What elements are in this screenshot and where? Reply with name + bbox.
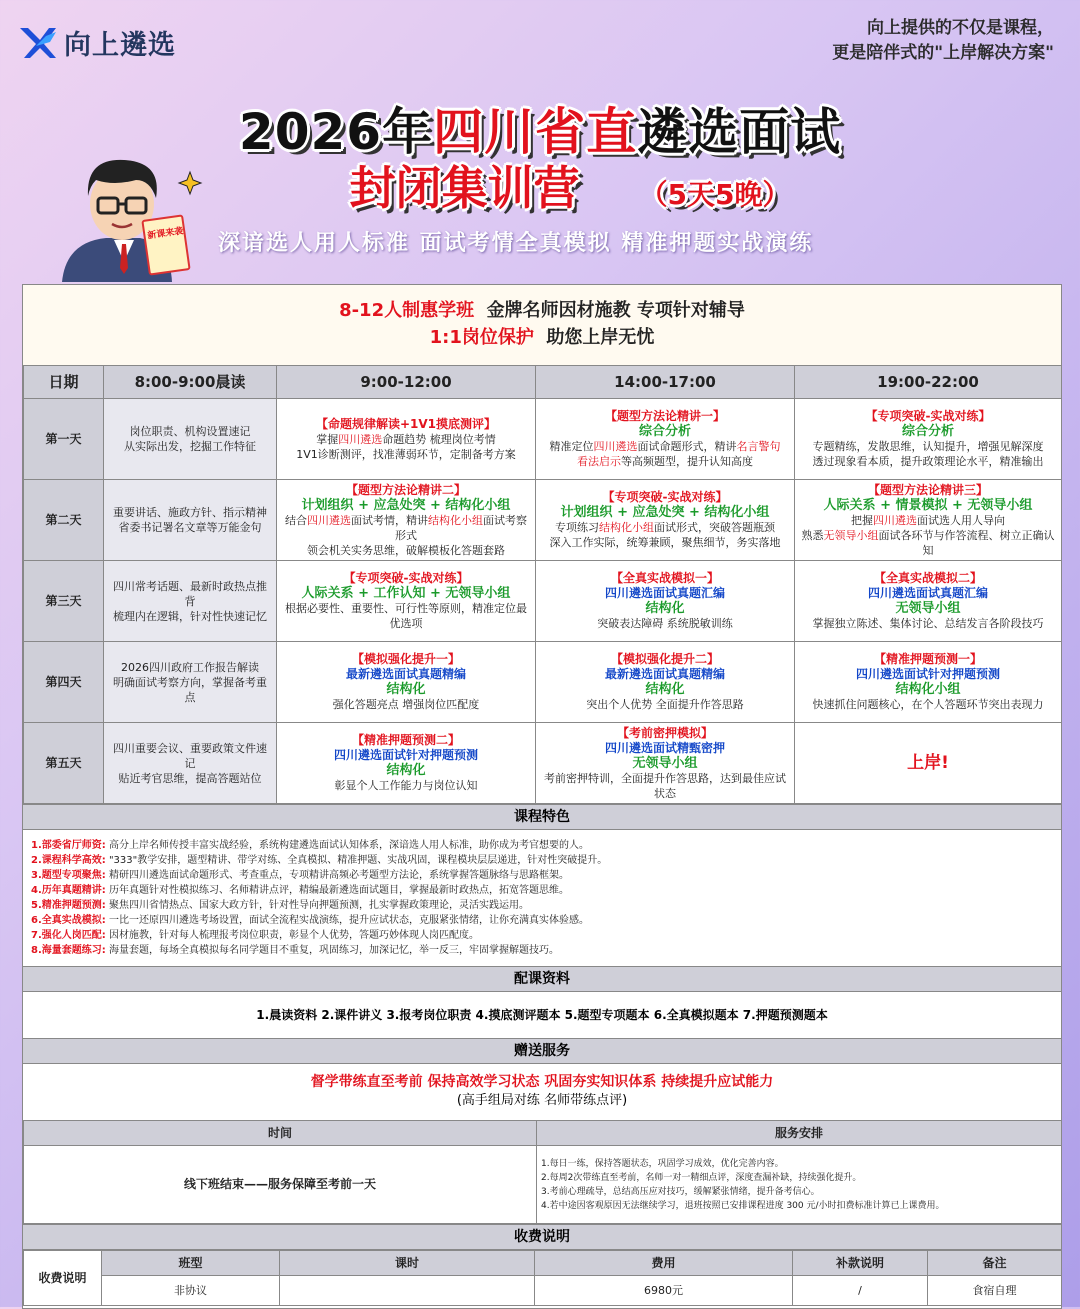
morning-reading bbox=[104, 561, 277, 642]
gifts-line2: (高手组局对练 名师带练点评) bbox=[456, 1093, 628, 1108]
header-am: 9:00-12:00 bbox=[277, 366, 536, 399]
fees-col-refund: 补款说明 bbox=[793, 1251, 928, 1276]
feature-label: 3.题型专项聚焦: bbox=[31, 870, 106, 881]
fees-col-hours: 课时 bbox=[280, 1251, 535, 1276]
course-sheet bbox=[22, 284, 1062, 1309]
fees-col-type: 班型 bbox=[102, 1251, 280, 1276]
feature-label: 1.部委省厅师资: bbox=[31, 840, 106, 851]
session-desc: 精准定位四川遴选面试命题形式，精讲名言警句 bbox=[549, 440, 781, 453]
session-desc: 看法启示等高频题型，提升认知高度 bbox=[577, 455, 753, 468]
session-topic: 结构化 bbox=[386, 682, 426, 697]
morning-line: 贴近考官思维，提高答题站位 bbox=[118, 771, 262, 785]
banner-red-1: 8-12人制惠学班 bbox=[339, 300, 475, 321]
service-plan-4: 4.若中途因客观原因无法继续学习，退班按照已安排课程进度 300 元/小时扣费标准计算已上课费用。 bbox=[541, 1200, 945, 1211]
session-topic: 计划组织 + 应急处突 + 结构化小组 bbox=[301, 497, 511, 513]
session-pm bbox=[536, 561, 795, 642]
morning-line: 省委书记署名文章等万能金句 bbox=[118, 521, 262, 534]
promo-banner bbox=[23, 285, 1061, 365]
session-desc: 快速抓住问题核心，在个人答题环节突出表现力 bbox=[812, 698, 1044, 711]
session-am bbox=[277, 642, 536, 723]
feature-label: 5.精准押题预测: bbox=[31, 900, 106, 911]
session-title: 【命题规律解读+1V1摸底测评】 bbox=[315, 416, 497, 431]
session-title: 【专项突破-实战对练】 bbox=[602, 490, 728, 504]
session-title: 【考前密押模拟】 bbox=[616, 725, 713, 740]
slogan-line1: 向上提供的不仅是课程， bbox=[867, 18, 1054, 38]
title-red: 四川省直 bbox=[433, 103, 638, 161]
feature-label: 4.历年真题精讲: bbox=[31, 885, 106, 896]
session-topic: 结构化 bbox=[386, 763, 426, 778]
session-am bbox=[277, 561, 536, 642]
session-am bbox=[277, 399, 536, 480]
service-plan-3: 3.考前心理疏导，总结高压应对技巧，缓解紧张情绪，提升备考信心。 bbox=[541, 1186, 820, 1197]
morning-line: 四川常考话题、最新时政热点推背 bbox=[113, 579, 267, 608]
session-title: 【模拟强化提升二】 bbox=[610, 652, 719, 666]
gifts-line1: 督学带练直至考前 保持高效学习状态 巩固夯实知识体系 持续提升应试能力 bbox=[310, 1074, 774, 1090]
session-title: 【题型方法论精讲一】 bbox=[604, 409, 725, 423]
day-label: 第五天 bbox=[24, 723, 104, 804]
slogan bbox=[832, 16, 1054, 66]
session-source: 四川遴选面试真题汇编 bbox=[604, 586, 725, 600]
feature-item: 2.课程科学高效: "333"教学安排，题型精讲、带学对练、全真模拟、精准押题、实战巩固，课程模块层层递进，针对性突破提升。 bbox=[31, 855, 608, 866]
session-title: 【题型方法论精讲三】 bbox=[867, 482, 988, 497]
banner-text-2: 助您上岸无忧 bbox=[546, 327, 655, 348]
morning-reading bbox=[104, 480, 277, 561]
feature-item: 7.强化人岗匹配: 因材施教，针对每人梳理报考岗位职责，彰显个人优势，答题巧妙体现人岗匹配度。 bbox=[31, 930, 479, 941]
schedule-table bbox=[23, 365, 1062, 804]
logo-x-icon bbox=[16, 22, 60, 62]
day-label: 第四天 bbox=[24, 642, 104, 723]
session-pm bbox=[536, 723, 795, 804]
day-label: 第二天 bbox=[24, 480, 104, 561]
session-desc: 突破表达障碍 系统脱敏训练 bbox=[597, 617, 733, 630]
slogan-line2: 更是陪伴式的"上岸解决方案" bbox=[832, 43, 1054, 63]
session-topic: 计划组织 + 应急处突 + 结构化小组 bbox=[560, 505, 770, 520]
feature-label: 7.强化人岗匹配: bbox=[31, 930, 106, 941]
feature-item: 1.部委省厅师资: 高分上岸名师传授丰富实战经验，系统构建遴选面试认知体系，深谙选人用人标准，助你成为考官想要的人。 bbox=[31, 840, 589, 851]
feature-label: 2.课程科学高效: bbox=[31, 855, 106, 866]
fees-note: 食宿自理 bbox=[928, 1276, 1062, 1306]
session-desc: 专项练习结构化小组面试形式，突破答题瓶颈 bbox=[555, 521, 775, 534]
session-source: 四川遴选面试精甄密押 bbox=[604, 740, 725, 755]
feature-label: 6.全真实战模拟: bbox=[31, 915, 106, 926]
session-eve bbox=[795, 480, 1062, 561]
session-desc: 考前密押特训，全面提升作答思路，达到最佳应试状态 bbox=[544, 771, 786, 800]
schedule-row bbox=[24, 399, 1062, 480]
session-topic: 无领导小组 bbox=[895, 601, 961, 616]
session-desc: 1V1诊断测评，找准薄弱环节，定制备考方案 bbox=[296, 447, 516, 461]
service-plan-1: 1.每日一练，保持答题状态，巩固学习成效，优化完善内容。 bbox=[541, 1158, 784, 1169]
session-topic: 人际关系 + 情景模拟 + 无领导小组 bbox=[823, 497, 1033, 513]
service-col-plan: 服务安排 bbox=[537, 1121, 1062, 1146]
gifts-title: 赠送服务 bbox=[23, 1038, 1061, 1064]
feature-item: 4.历年真题精讲: 历年真题针对性模拟练习、名师精讲点评，精编最新遴选面试题目，掌握最新时政热点，拓宽答题思维。 bbox=[31, 885, 569, 896]
feature-item: 8.海量套题练习: 海量套题，每场全真模拟每名同学题目不重复，巩固练习，加深记忆，举一反三，牢固掌握解题技巧。 bbox=[31, 945, 559, 956]
session-desc: 强化答题亮点 增强岗位匹配度 bbox=[332, 698, 480, 711]
morning-line: 重要讲话、施政方针、指示精神 bbox=[113, 506, 267, 519]
session-am bbox=[277, 723, 536, 804]
header-pm: 14:00-17:00 bbox=[536, 366, 795, 399]
fees-col-fee: 费用 bbox=[535, 1251, 793, 1276]
schedule-row bbox=[24, 480, 1062, 561]
session-desc: 把握四川遴选面试选人用人导向 bbox=[851, 513, 1005, 527]
session-source: 最新遴选面试真题精编 bbox=[604, 667, 725, 681]
session-eve bbox=[795, 723, 1062, 804]
banner-red-2: 1:1岗位保护 bbox=[429, 327, 534, 348]
session-desc: 掌握四川遴选命题趋势 梳理岗位考情 bbox=[316, 432, 496, 446]
brand-name: 向上遴选 bbox=[64, 29, 176, 61]
fees-refund: / bbox=[793, 1276, 928, 1306]
session-desc: 领会机关实务思维，破解模板化答题套路 bbox=[307, 543, 505, 557]
fees-table bbox=[23, 1250, 1062, 1306]
session-desc: 根据必要性、重要性、可行性等原则，精准定位最优选项 bbox=[285, 602, 527, 630]
brand-logo bbox=[16, 22, 176, 62]
session-desc: 专题精练，发散思维，认知提升，增强见解深度 bbox=[812, 440, 1044, 453]
schedule-header bbox=[24, 366, 1062, 399]
service-plan-2: 2.每周2次带练直至考前，名师一对一精细点评，深度查漏补缺，持续强化提升。 bbox=[541, 1172, 862, 1183]
schedule-row bbox=[24, 642, 1062, 723]
badge-text: 新课来袭 bbox=[146, 226, 184, 242]
service-col-time: 时间 bbox=[24, 1121, 537, 1146]
fees-fee: 6980元 bbox=[535, 1276, 793, 1306]
fees-title: 收费说明 bbox=[23, 1224, 1061, 1250]
session-eve bbox=[795, 642, 1062, 723]
tagline: 深谙选人用人标准 面试考情全真模拟 精准押题实战演练 bbox=[218, 230, 814, 256]
features-list bbox=[23, 830, 1061, 966]
session-title: 【全真实战模拟一】 bbox=[610, 571, 719, 585]
session-topic: 结构化 bbox=[645, 682, 685, 697]
morning-line: 从实际出发，挖掘工作特征 bbox=[124, 440, 256, 453]
session-topic: 结构化 bbox=[645, 601, 685, 616]
session-eve bbox=[795, 399, 1062, 480]
session-topic: 综合分析 bbox=[638, 424, 691, 439]
session-source: 四川遴选面试针对押题预测 bbox=[333, 748, 478, 762]
feature-item: 3.题型专项聚焦: 精研四川遴选面试命题形式、考查重点，专项精讲高频必考题型方法论，系统掌握答题脉络与思路框架。 bbox=[31, 870, 569, 881]
fees-label: 收费说明 bbox=[24, 1251, 102, 1306]
session-desc: 彰显个人工作能力与岗位认知 bbox=[334, 779, 478, 792]
session-source: 最新遴选面试真题精编 bbox=[345, 667, 466, 681]
teacher-avatar bbox=[44, 150, 204, 282]
session-desc: 结合四川遴选面试考情，精讲结构化小组面试考察形式 bbox=[285, 513, 527, 542]
session-title: 【题型方法论精讲二】 bbox=[345, 482, 466, 497]
header-date: 日期 bbox=[24, 366, 104, 399]
session-am bbox=[277, 480, 536, 561]
schedule-row bbox=[24, 561, 1062, 642]
morning-reading bbox=[104, 399, 277, 480]
session-desc: 熟悉无领导小组面试各环节与作答流程、树立正确认知 bbox=[801, 528, 1055, 557]
morning-line: 四川重要会议、重要政策文件速记 bbox=[113, 741, 267, 770]
session-pm bbox=[536, 642, 795, 723]
session-eve bbox=[795, 561, 1062, 642]
morning-line: 梳理内在逻辑，针对性快速记忆 bbox=[113, 609, 267, 623]
gifts-box bbox=[23, 1064, 1061, 1120]
session-topic: 综合分析 bbox=[901, 424, 954, 439]
morning-line: 明确面试考察方向，掌握备考重点 bbox=[113, 675, 267, 704]
morning-line: 岗位职责、机构设置速记 bbox=[129, 425, 251, 438]
service-table bbox=[23, 1120, 1062, 1224]
morning-line: 2026四川政府工作报告解读 bbox=[121, 660, 259, 674]
session-title: 【专项突破-实战对练】 bbox=[865, 409, 991, 423]
session-title: 【精准押题预测二】 bbox=[351, 733, 460, 747]
final-landing: 上岸! bbox=[907, 752, 949, 773]
session-title: 【精准押题预测一】 bbox=[873, 652, 982, 666]
day-label: 第一天 bbox=[24, 399, 104, 480]
session-topic: 结构化小组 bbox=[895, 682, 961, 697]
feature-label: 8.海量套题练习: bbox=[31, 945, 106, 956]
session-pm bbox=[536, 480, 795, 561]
materials-text: 1.晨读资料 2.课件讲义 3.报考岗位职责 4.摸底测评题本 5.题型专项题本 6.全真模拟题本 7.押题预测题本 bbox=[256, 1008, 828, 1022]
session-pm bbox=[536, 399, 795, 480]
schedule-row bbox=[24, 723, 1062, 804]
title-rest: 遴选面试 bbox=[637, 103, 842, 161]
session-desc: 掌握独立陈述、集体讨论、总结发言各阶段技巧 bbox=[812, 617, 1044, 630]
fees-hours bbox=[280, 1276, 535, 1306]
fees-type: 非协议 bbox=[102, 1276, 280, 1306]
header-morning: 8:00-9:00晨读 bbox=[104, 366, 277, 399]
morning-reading bbox=[104, 642, 277, 723]
fees-col-note: 备注 bbox=[928, 1251, 1062, 1276]
materials-title: 配课资料 bbox=[23, 966, 1061, 992]
banner-text-1: 金牌名师因材施教 专项针对辅导 bbox=[486, 300, 745, 321]
service-plans bbox=[537, 1146, 1062, 1224]
day-label: 第三天 bbox=[24, 561, 104, 642]
feature-item: 6.全真实战模拟: 一比一还原四川遴选考场设置，面试全流程实战演练，提升应试状态，克服紧张情绪，让你充满真实体验感。 bbox=[31, 915, 589, 926]
session-title: 【模拟强化提升一】 bbox=[351, 652, 460, 666]
session-topic: 人际关系 + 工作认知 + 无领导小组 bbox=[301, 586, 511, 601]
session-source: 四川遴选面试真题汇编 bbox=[867, 586, 988, 600]
session-title: 【全真实战模拟二】 bbox=[873, 571, 982, 585]
title-year: 2026年 bbox=[238, 103, 434, 161]
features-title: 课程特色 bbox=[23, 804, 1061, 830]
title-duration: （5天5晚） bbox=[639, 178, 791, 211]
title-line2: 封闭集训营 bbox=[349, 161, 580, 215]
service-time: 线下班结束——服务保障至考前一天 bbox=[24, 1146, 537, 1224]
session-topic: 无领导小组 bbox=[632, 755, 698, 771]
session-desc: 深入工作实际，统筹兼顾，聚焦细节，务实落地 bbox=[549, 536, 781, 549]
feature-item: 5.精准押题预测: 聚焦四川省情热点、国家大政方针，针对性导向押题预测，扎实掌握政策理论，灵活实践运用。 bbox=[31, 900, 529, 911]
session-source: 四川遴选面试针对押题预测 bbox=[855, 667, 1000, 681]
session-title: 【专项突破-实战对练】 bbox=[343, 571, 469, 585]
morning-reading bbox=[104, 723, 277, 804]
session-desc: 透过现象看本质，提升政策理论水平，精准输出 bbox=[812, 455, 1044, 468]
session-desc: 突出个人优势 全面提升作答思路 bbox=[586, 698, 744, 711]
header-eve: 19:00-22:00 bbox=[795, 366, 1062, 399]
